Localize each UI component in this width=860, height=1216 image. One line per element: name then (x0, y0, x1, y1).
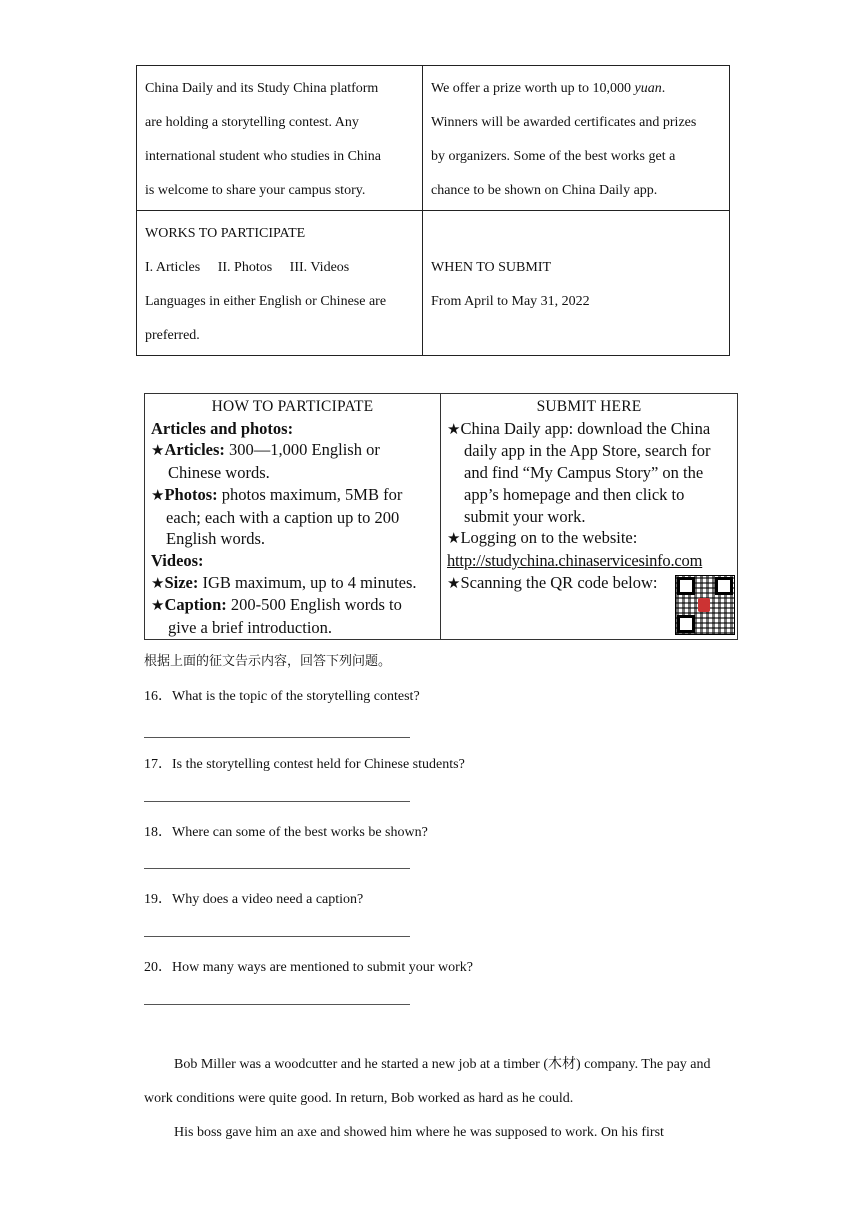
website-method (447, 527, 731, 550)
articles-label: Articles: (164, 440, 225, 460)
articles-rule (151, 439, 434, 483)
contest-notice-table (136, 65, 730, 356)
articles-text: 300—1,000 English or Chinese words. (168, 440, 380, 483)
intro-cell (137, 66, 423, 211)
answer-line-18[interactable] (144, 868, 410, 869)
question-16: 16．What is the topic of the storytelling contest? (144, 689, 420, 704)
intro-line: China Daily and its Study China platform (145, 81, 379, 96)
qr-code-icon (675, 575, 735, 635)
star-bullet-icon: ★ (151, 485, 165, 504)
intro-line: is welcome to share your campus story. (145, 183, 366, 198)
caption-rule (151, 594, 434, 638)
participation-box (144, 393, 738, 640)
works-heading: WORKS TO PARTICIPATE (145, 226, 306, 241)
instruction-text: 根据上面的征文告示内容，回答下列问题。 (144, 654, 392, 669)
videos-heading: Videos: (151, 550, 204, 570)
prize-text: We offer a prize worth up to 10,000 (431, 81, 635, 96)
answer-line-17[interactable] (144, 801, 410, 802)
star-bullet-icon: ★ (151, 596, 165, 615)
works-item: II. Photos (217, 260, 273, 275)
star-bullet-icon: ★ (447, 573, 461, 592)
answer-line-20[interactable] (144, 1004, 410, 1005)
website-url-link[interactable]: http://studychina.chinaservicesinfo.com (447, 550, 703, 570)
question-text: Is the storytelling contest held for Chinese students? (172, 757, 465, 772)
works-cell (137, 211, 423, 356)
caption-text: 200-500 English words to give a brief introduction. (168, 595, 402, 638)
when-text: From April to May 31, 2022 (431, 294, 590, 309)
submit-heading: SUBMIT HERE (536, 398, 642, 415)
star-bullet-icon: ★ (447, 419, 461, 438)
website-text: Logging on to the website: (460, 528, 638, 548)
question-text: What is the topic of the storytelling contest? (172, 689, 420, 704)
prize-line: chance to be shown on China Daily app. (431, 183, 658, 198)
intro-line: international student who studies in China (145, 149, 382, 164)
works-list (145, 251, 414, 285)
question-text: How many ways are mentioned to submit your work? (172, 960, 473, 975)
question-text: Where can some of the best works be shown? (172, 825, 428, 840)
size-rule (151, 572, 434, 595)
photos-label: Photos: (164, 484, 218, 504)
photos-rule (151, 484, 434, 550)
prize-line: Winners will be awarded certificates and prizes (431, 115, 697, 130)
question-19: 19．Why does a video need a caption? (144, 892, 364, 907)
question-number: 16 (144, 689, 158, 704)
star-bullet-icon: ★ (447, 529, 461, 548)
star-bullet-icon: ★ (151, 573, 165, 592)
answer-line-19[interactable] (144, 936, 410, 937)
question-number: 18 (144, 825, 158, 840)
prize-line: by organizers. Some of the best works get a (431, 149, 676, 164)
qr-text: Scanning the QR code below: (460, 572, 658, 592)
when-heading: WHEN TO SUBMIT (431, 260, 552, 275)
when-cell (423, 211, 730, 356)
participate-heading: HOW TO PARTICIPATE (211, 398, 374, 415)
size-label: Size: (164, 572, 199, 592)
prize-line (431, 72, 721, 106)
how-to-participate (145, 394, 441, 639)
question-number: 17 (144, 757, 158, 772)
answer-line-16[interactable] (144, 737, 410, 738)
articles-photos-heading: Articles and photos: (151, 418, 294, 438)
languages-line: preferred. (145, 328, 200, 343)
submit-here (441, 394, 737, 639)
prize-cell (423, 66, 730, 211)
passage-paragraph-1: Bob Miller was a woodcutter and he started a new job at a timber (木材) company. The pay and work conditions were quite good. In return, Bob worked as hard as he could. (144, 1057, 711, 1106)
prize-text-end: . (661, 81, 666, 96)
size-text: IGB maximum, up to 4 minutes. (198, 572, 417, 592)
question-number: 20 (144, 960, 158, 975)
question-text: Why does a video need a caption? (172, 892, 364, 907)
star-bullet-icon: ★ (151, 441, 165, 460)
question-20: 20．How many ways are mentioned to submit your work? (144, 960, 473, 975)
question-number: 19 (144, 892, 158, 907)
passage-paragraph-2: His boss gave him an axe and showed him where he was supposed to work. On his first (174, 1125, 664, 1140)
languages-line: Languages in either English or Chinese are (145, 294, 387, 309)
intro-line: are holding a storytelling contest. Any (145, 115, 359, 130)
caption-label: Caption: (164, 595, 227, 615)
works-item: III. Videos (289, 260, 350, 275)
photos-text: photos maximum, 5MB for each; each with a caption up to 200 English words. (166, 484, 403, 549)
app-method (447, 418, 731, 528)
app-text: China Daily app: download the China daily app in the App Store, search for and find “My Campus Story” on the app’s homepage and then click to submit your work. (460, 418, 711, 526)
works-item: I. Articles (145, 260, 201, 275)
question-18: 18．Where can some of the best works be shown? (144, 825, 428, 840)
question-17: 17．Is the storytelling contest held for Chinese students? (144, 757, 465, 772)
prize-currency: yuan (634, 81, 662, 96)
